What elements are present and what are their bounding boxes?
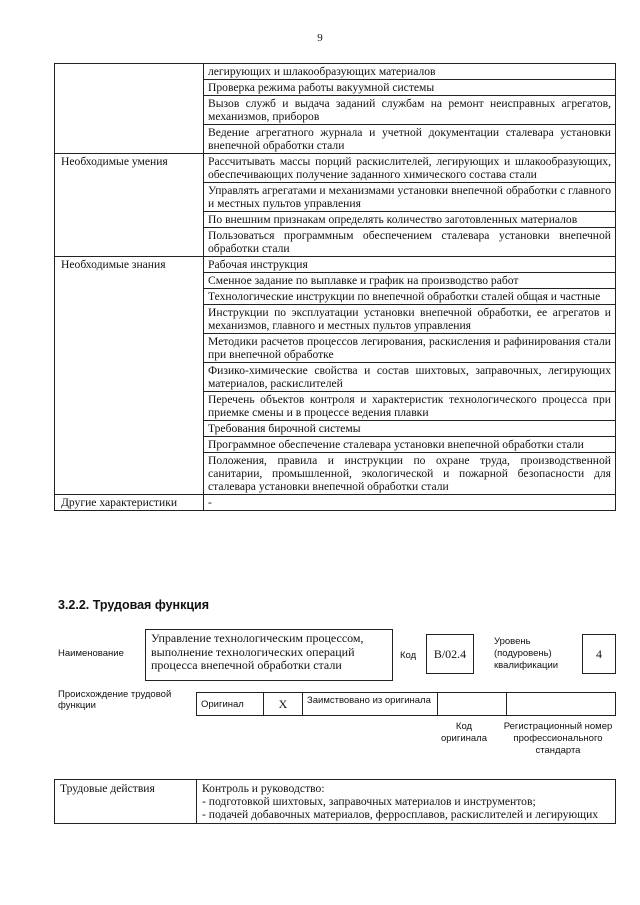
table-cell: Сменное задание по выплавке и график на производство работ [204,273,616,289]
table-cell: Рассчитывать массы порций раскислителей, легирующих и шлакообразующих, обеспечивающих получение заданного химического состава стали [204,154,616,183]
origin-label: Происхождение трудовой функции [58,689,172,711]
name-label: Наименование [58,648,124,659]
table-cell: Методики расчетов процессов легирования, раскисления и рафинирования стали при внепечной обработке [204,334,616,363]
borrowed-label: Заимствовано из оригинала [303,693,438,716]
level-value: 4 [582,634,616,674]
section-heading: 3.2.2. Трудовая функция [58,598,210,612]
table-cell: Технологические инструкции по внепечной обработки сталей общая и частные [204,289,616,305]
row-label-skills: Необходимые умения [55,154,204,257]
table-cell: Рабочая инструкция [204,257,616,273]
original-mark: X [264,693,303,716]
requirements-table [54,63,616,511]
table-cell: - [204,495,616,511]
table-cell: Положения, правила и инструкции по охране труда, производственной санитарии, промышленной, экологической и пожарной безопасности для сталевара установки внепечной обработки стали [204,453,616,495]
table-cell: Требования бирочной системы [204,421,616,437]
code-label: Код [400,650,417,661]
code-original-caption: Код оригинала [440,721,487,744]
row-label-other: Другие характеристики [55,495,204,511]
table-cell: Ведение агрегатного журнала и учетной документации сталевара установки внепечной обработки стали [204,125,616,154]
original-label: Оригинал [197,693,264,716]
table-cell: легирующих и шлакообразующих материалов [204,64,616,80]
table-cell: Проверка режима работы вакуумной системы [204,80,616,96]
row-label [55,64,204,154]
table-cell: Перечень объектов контроля и характеристик технологического процесса при приемке смены и в процессе ведения плавки [204,392,616,421]
row-label-knowledge: Необходимые знания [55,257,204,495]
reg-number-caption: Регистрационный номер профессионального стандарта [503,721,613,756]
function-name: Управление технологическим процессом, выполнение технологических операций процесса внепечной обработки стали [145,629,393,681]
page-number: 9 [317,32,323,44]
table-cell: Физико-химические свойства и состав шихтовых, заправочных, легирующих материалов, раскислителей [204,363,616,392]
table-cell: По внешним признакам определять количество заготовленных материалов [204,212,616,228]
actions-label: Трудовые действия [55,780,197,824]
table-cell: Инструкции по эксплуатации установки внепечной обработки, ее агрегатов и механизмов, главного и местных пультов управления [204,305,616,334]
origin-table [196,692,616,716]
action-line: - подготовкой шихтовых, заправочных материалов и инструментов; [202,795,536,808]
table-cell: Управлять агрегатами и механизмами установки внепечной обработки с главного и местных пультов управления [204,183,616,212]
function-code: B/02.4 [426,634,474,674]
action-line: Контроль и руководство: [202,782,325,795]
action-line: - подачей добавочных материалов, ферросплавов, раскислителей и легирующих [202,808,599,821]
table-cell: Вызов служб и выдача заданий службам на ремонт неисправных агрегатов, механизмов, приборов [204,96,616,125]
table-cell: Пользоваться программным обеспечением сталевара установки внепечной обработки стали [204,228,616,257]
table-cell: Программное обеспечение сталевара установки внепечной обработки стали [204,437,616,453]
level-label: Уровень (подуровень) квалификации [494,636,559,671]
reg-number-cell [507,693,616,716]
actions-table [54,779,616,824]
code-original-cell [438,693,507,716]
